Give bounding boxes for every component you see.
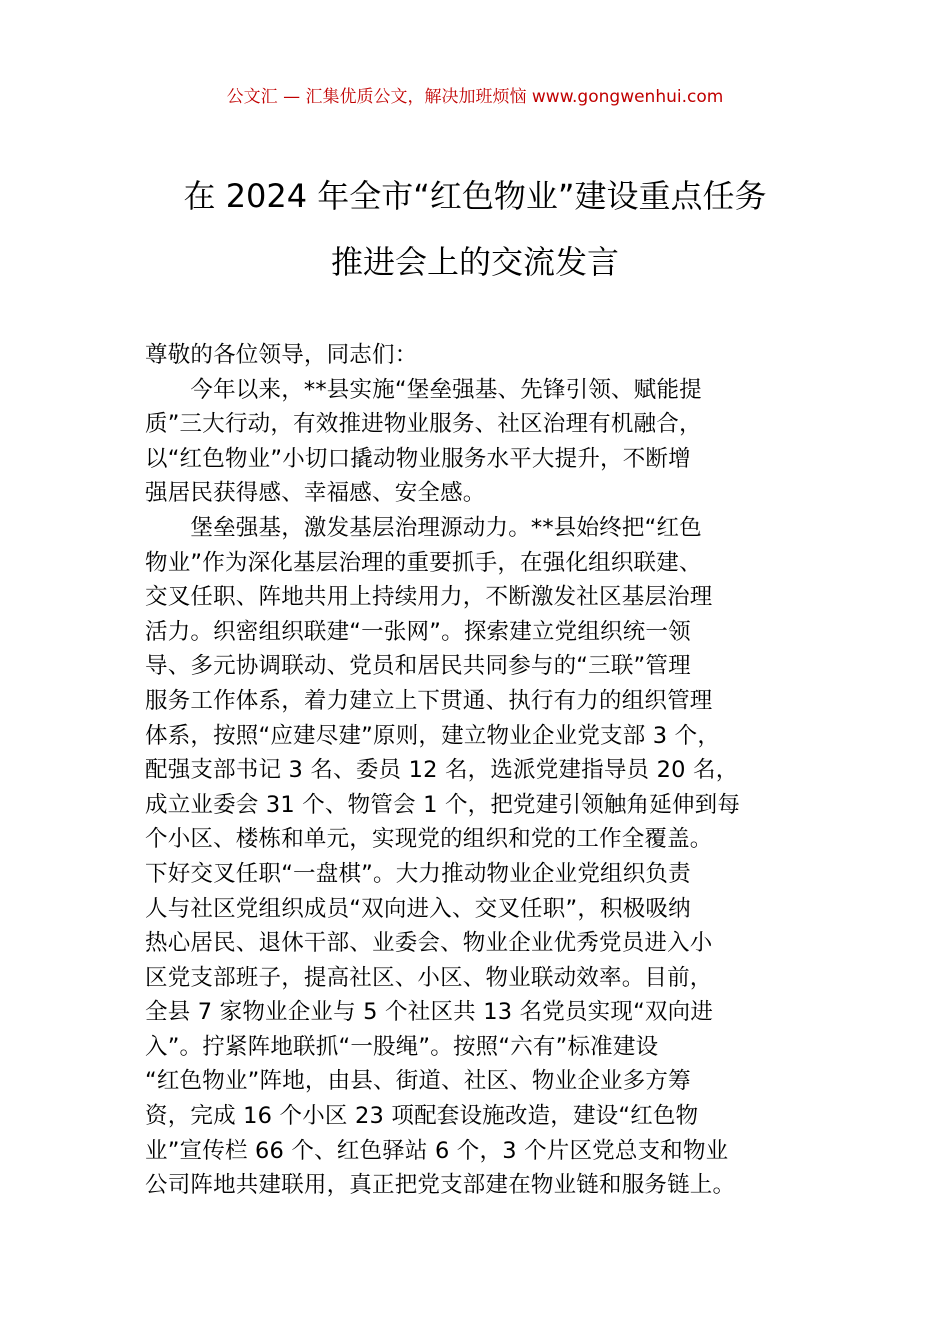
body-line: 入”。拧紧阵地联抓“一股绳”。按照“六有”标准建设 xyxy=(145,1033,659,1060)
body-line: 区党支部班子，提高社区、小区、物业联动效率。目前， xyxy=(145,964,713,991)
body-line: 个小区、楼栋和单元，实现党的组织和党的工作全覆盖。 xyxy=(145,826,713,853)
body-line: 导、多元协调联动、党员和居民共同参与的“三联”管理 xyxy=(145,653,691,680)
body-line: “红色物业”阵地，由县、街道、社区、物业企业多方筹 xyxy=(145,1068,691,1095)
body-line: 公司阵地共建联用，真正把党支部建在物业链和服务链上。 xyxy=(145,1172,736,1199)
body-line: 强居民获得感、幸福感、安全感。 xyxy=(145,480,486,507)
body-line: 服务工作体系，着力建立上下贯通、执行有力的组织管理 xyxy=(145,687,713,714)
body-line: 业”宣传栏 66 个、红色驿站 6 个，3 个片区党总支和物业 xyxy=(145,1137,729,1164)
body-line: 今年以来，**县实施“堡垒强基、先锋引领、赋能提 xyxy=(145,376,702,403)
body-line: 交叉任职、阵地共用上持续用力，不断激发社区基层治理 xyxy=(145,584,713,611)
body-line: 尊敬的各位领导，同志们： xyxy=(145,342,418,368)
document-title xyxy=(60,176,890,282)
body-line: 热心居民、退休干部、业委会、物业企业优秀党员进入小 xyxy=(145,930,713,957)
header-banner: 公文汇 — 汇集优质公文，解决加班烦恼 www.gongwenhui.com xyxy=(226,87,724,107)
body-line: 全县 7 家物业企业与 5 个社区共 13 名党员实现“双向进 xyxy=(145,999,714,1026)
title-line-2: 推进会上的交流发言 xyxy=(330,243,619,281)
body-line: 人与社区党组织成员“双向进入、交叉任职”，积极吸纳 xyxy=(145,895,691,922)
body-line: 堡垒强基，激发基层治理源动力。**县始终把“红色 xyxy=(145,514,702,541)
body-line: 成立业委会 31 个、物管会 1 个，把党建引领触角延伸到每 xyxy=(145,791,741,818)
body-line: 资，完成 16 个小区 23 项配套设施改造，建设“红色物 xyxy=(145,1103,699,1130)
title-line-1: 在 2024 年全市“红色物业”建设重点任务 xyxy=(183,177,767,215)
body-line: 下好交叉任职“一盘棋”。大力推动物业企业党组织负责 xyxy=(145,860,691,887)
body-line: 体系，按照“应建尽建”原则，建立物业企业党支部 3 个， xyxy=(145,722,721,749)
body-line: 配强支部书记 3 名、委员 12 名，选派党建指导员 20 名， xyxy=(145,757,739,784)
body-line: 质”三大行动，有效推进物业服务、社区治理有机融合， xyxy=(145,411,702,438)
body-line: 物业”作为深化基层治理的重要抓手，在强化组织联建、 xyxy=(145,549,702,576)
body-line: 以“红色物业”小切口撬动物业服务水平大提升，不断增 xyxy=(145,445,691,472)
body-line: 活力。织密组织联建“一张网”。探索建立党组织统一领 xyxy=(145,618,691,645)
document-body xyxy=(145,338,825,1203)
